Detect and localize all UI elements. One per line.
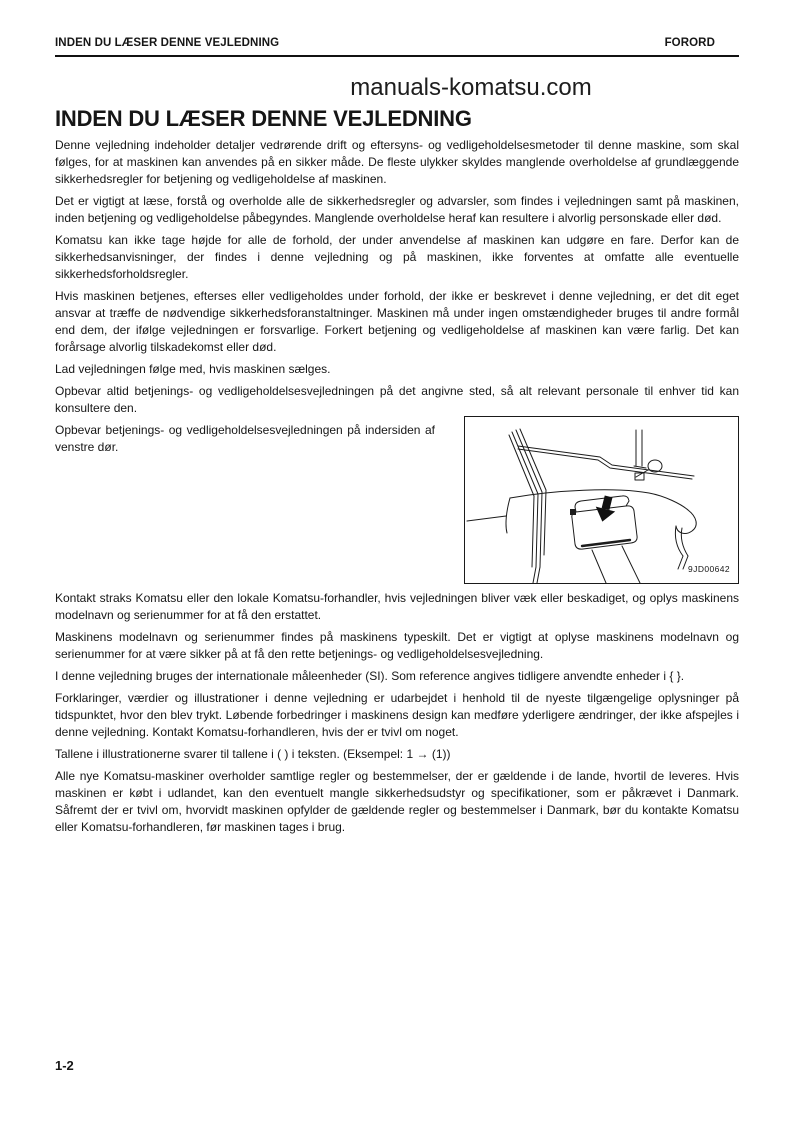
paragraph: Denne vejledning indeholder detaljer vedrørende drift og eftersyns- og vedligeholdelsesmetoder til denne maskine, som skal følges, for at maskinen kan anvendes på en sikker måde. De fleste ulykker skyldes manglende overholdelse af grundlæggende sikkerhedsregler for betjening og vedligeholdelse af maskinen. — [55, 138, 739, 187]
body-text — [55, 137, 739, 836]
page-header — [55, 37, 739, 50]
header-chapter-title: INDEN DU LÆSER DENNE VEJLEDNING — [55, 37, 280, 49]
watermark-text: manuals-komatsu.com — [350, 74, 592, 101]
text-and-figure-row — [55, 416, 739, 584]
paragraph: I denne vejledning bruges der internationale måleenheder (SI). Som reference angives tidligere anvendte enheder i { }. — [55, 669, 685, 684]
paragraph: Lad vejledningen følge med, hvis maskinen sælges. — [55, 362, 331, 377]
paragraph: Tallene i illustrationerne svarer til tallene i ( ) i teksten. (Eksempel: 1 → (1)) — [55, 747, 451, 762]
paragraph: Komatsu kan ikke tage højde for alle de forhold, der under anvendelse af maskinen kan udgøre en fare. Derfor kan de sikkerhedsanvisninger, der findes i denne vejledning og på maskinen, ikke forventes at omfatte alle eventuelle sikkerhedsforholdsregler. — [55, 233, 739, 282]
paragraph: Kontakt straks Komatsu eller den lokale Komatsu-forhandler, hvis vejledningen bliver væk eller beskadiget, og oplys maskinens modelnavn og serienummer for at få den erstattet. — [55, 591, 739, 623]
paragraph: Alle nye Komatsu-maskiner overholder samtlige regler og bestemmelser, der er gældende i de lande, hvortil de leveres. Hvis maskinen er købt i udlandet, kan den eventuelt mangle sikkerhedsudstyr og specifikationer, som er påkrævet i Danmark. Såfremt der er tvivl om, hvorvidt maskinen opfylder de gældende regler og bestemmelser i Danmark, bør du kontakte Komatsu eller Komatsu-forhandleren, før maskinen tages i brug. — [55, 769, 739, 835]
figure-label: 9JD00642 — [688, 564, 730, 575]
paragraph: Maskinens modelnavn og serienummer findes på maskinens typeskilt. Det er vigtigt at oplyse maskinens modelnavn og serienummer for at være sikker på at få den rette betjenings- og vedligeholdelsesvejledning. — [55, 630, 739, 662]
page-number: 1-2 — [55, 1058, 74, 1073]
paragraph: Forklaringer, værdier og illustrationer i denne vejledning er udarbejdet i henhold til de nyeste tilgængelige oplysninger på tidspunktet, hvor den blev trykt. Løbende forbedringer i maskinens design kan medføre yderligere ændringer, der ikke afspejles i denne vejledning. Kontakt Komatsu-forhandleren, hvis der er tvivl om noget. — [55, 691, 739, 740]
header-rule — [55, 55, 739, 57]
door-pocket-illustration — [465, 417, 738, 583]
page-title: INDEN DU LÆSER DENNE VEJLEDNING — [55, 105, 472, 131]
header-section-title: FORORD — [664, 37, 715, 49]
paragraph: Opbevar betjenings- og vedligeholdelsesvejledningen på indersiden af venstre dør. — [55, 423, 435, 455]
paragraph: Opbevar altid betjenings- og vedligeholdelsesvejledningen på det angivne sted, så alt relevant personale til enhver tid kan konsultere den. — [55, 384, 739, 416]
paragraph: Hvis maskinen betjenes, efterses eller vedligeholdes under forhold, der ikke er beskrevet i denne vejledning, er det dit eget ansvar at træffe de nødvendige sikkerhedsforanstaltninger. Maskinen må under ingen omstændigheder bruges til andre formål end dem, der ifølge vejledningen er forsvarlige. Forkert betjening og vedligeholdelse af maskinen kan være farlig. Det kan forårsage alvorlig tilskadekomst eller død. — [55, 289, 739, 355]
page-footer — [55, 1058, 74, 1073]
paragraph: Det er vigtigt at læse, forstå og overholde alle de sikkerhedsregler og advarsler, som findes i vejledningen samt på maskinen, inden betjening og vedligeholdelse påbegyndes. Manglende overholdelse heraf kan resultere i alvorlig personskade eller død. — [55, 194, 739, 226]
door-pocket-figure — [464, 416, 739, 584]
